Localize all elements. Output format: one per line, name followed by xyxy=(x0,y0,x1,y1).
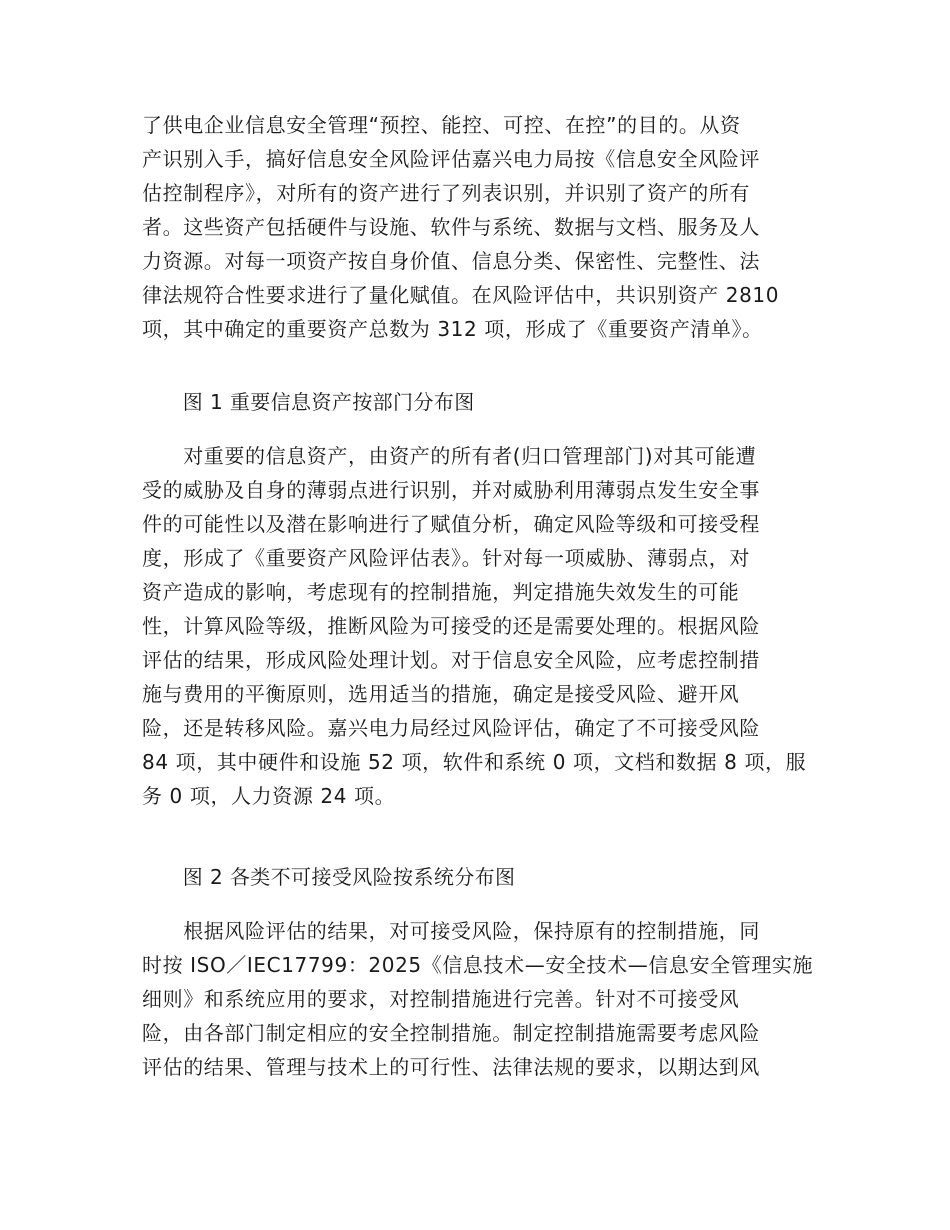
caption-text: 图 1 重要信息资产按部门分布图 xyxy=(142,390,475,414)
text-line: 险，还是转移风险。嘉兴电力局经过风险评估，确定了不可接受风险 xyxy=(142,716,760,740)
figure-2-caption xyxy=(142,860,807,894)
text-line: 评估的结果，形成风险处理计划。对于信息安全风险，应考虑控制措 xyxy=(142,648,760,672)
text-line: 84 项，其中硬件和设施 52 项，软件和系统 0 项，文档和数据 8 项，服 xyxy=(142,750,807,774)
text-line: 估控制程序》，对所有的资产进行了列表识别，并识别了资产的所有 xyxy=(142,181,750,205)
text-line: 了供电企业信息安全管理“预控、能控、可控、在控”的目的。从资 xyxy=(142,113,741,137)
text-line: 对重要的信息资产，由资产的所有者(归口管理部门)对其可能遭 xyxy=(142,444,757,468)
text-line: 务 0 项，人力资源 24 项。 xyxy=(142,784,396,808)
text-line: 律法规符合性要求进行了量化赋值。在风险评估中，共识别资产 2810 xyxy=(142,283,780,307)
paragraph-risk-assessment xyxy=(142,439,807,813)
figure-1-caption xyxy=(142,385,807,419)
text-line: 时按 ISO／IEC17799：2025《信息技术—安全技术—信息安全管理实施 xyxy=(142,953,814,977)
text-line: 项，其中确定的重要资产总数为 312 项，形成了《重要资产清单》。 xyxy=(142,317,763,341)
text-line: 度，形成了《重要资产风险评估表》。针对每一项威胁、薄弱点，对 xyxy=(142,546,750,570)
text-line: 受的威胁及自身的薄弱点进行识别，并对威胁利用薄弱点发生安全事 xyxy=(142,478,760,502)
text-line: 险，由各部门制定相应的安全控制措施。制定控制措施需要考虑风险 xyxy=(142,1021,760,1045)
text-line: 力资源。对每一项资产按自身价值、信息分类、保密性、完整性、法 xyxy=(142,249,760,273)
caption-text: 图 2 各类不可接受风险按系统分布图 xyxy=(142,865,516,889)
paragraph-asset-identification xyxy=(142,108,807,346)
text-line: 评估的结果、管理与技术上的可行性、法律法规的要求，以期达到风 xyxy=(142,1055,760,1079)
text-line: 资产造成的影响，考虑现有的控制措施，判定措施失效发生的可能 xyxy=(142,580,740,604)
text-line: 根据风险评估的结果，对可接受风险，保持原有的控制措施，同 xyxy=(142,919,760,943)
text-line: 件的可能性以及潜在影响进行了赋值分析，确定风险等级和可接受程 xyxy=(142,512,760,536)
paragraph-control-measures xyxy=(142,914,814,1084)
text-line: 细则》和系统应用的要求，对控制措施进行完善。针对不可接受风 xyxy=(142,987,740,1011)
text-line: 性，计算风险等级，推断风险为可接受的还是需要处理的。根据风险 xyxy=(142,614,760,638)
text-line: 产识别入手，搞好信息安全风险评估嘉兴电力局按《信息安全风险评 xyxy=(142,147,760,171)
text-line: 施与费用的平衡原则，选用适当的措施，确定是接受风险、避开风 xyxy=(142,682,740,706)
text-line: 者。这些资产包括硬件与设施、软件与系统、数据与文档、服务及人 xyxy=(142,215,760,239)
